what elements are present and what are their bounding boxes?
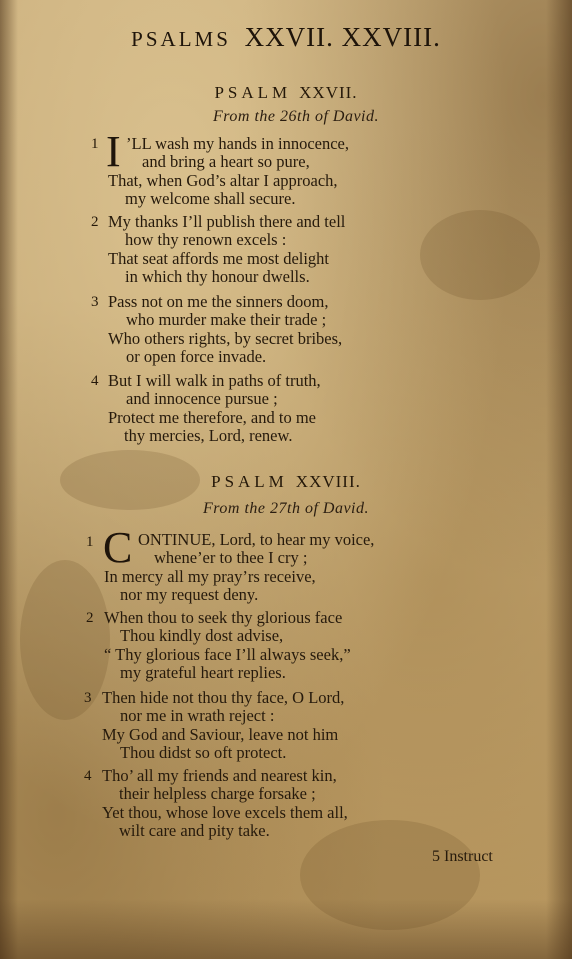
drop-cap: C — [103, 523, 133, 572]
verse-line: Then hide not thou thy face, O Lord, — [102, 688, 345, 707]
verse-line: Thou didst so oft protect. — [120, 743, 287, 762]
verse-line: My God and Saviour, leave not him — [102, 725, 339, 744]
verse-line: and bring a heart so pure, — [142, 152, 310, 171]
paper-stain — [420, 210, 540, 300]
verse-line: nor me in wrath reject : — [120, 706, 275, 725]
verse-line: Protect me therefore, and to me — [108, 408, 316, 427]
psalm-title-number: XXVII. — [299, 83, 358, 102]
verse-line: nor my request deny. — [120, 585, 259, 604]
verse-line: That seat affords me most delight — [108, 249, 330, 268]
verse-number: 2 — [91, 214, 99, 230]
verse-line: my grateful heart replies. — [120, 663, 286, 682]
verse-number: 3 — [84, 690, 92, 706]
psalm-title-word: PSALM — [214, 83, 292, 102]
verse-line: Tho’ all my friends and nearest kin, — [102, 766, 337, 785]
verse-line: That, when God’s altar I approach, — [108, 171, 338, 190]
verse-line: Who others rights, by secret bribes, — [108, 329, 343, 348]
verse-line: Thou kindly dost advise, — [120, 626, 284, 645]
paper-stain — [20, 560, 110, 720]
running-head-prefix: PSALMS — [131, 27, 231, 51]
verse-line: But I will walk in paths of truth, — [108, 371, 321, 390]
verse-number: 1 — [91, 136, 99, 152]
catchword: 5 Instruct — [432, 848, 493, 865]
verse-number: 4 — [91, 373, 99, 389]
verse-line: who murder make their trade ; — [126, 310, 327, 329]
verse-line: or open force invade. — [126, 347, 267, 366]
running-head-numbers: XXVII. XXVIII. — [244, 22, 441, 52]
verse-line: ’LL wash my hands in innocence, — [126, 134, 349, 153]
verse-line: “ Thy glorious face I’ll always seek,” — [104, 645, 351, 664]
verse-line: in which thy honour dwells. — [125, 267, 310, 286]
verse-number: 3 — [91, 294, 99, 310]
running-head — [0, 22, 572, 53]
psalm-title — [0, 83, 572, 103]
verse-number: 4 — [84, 768, 92, 784]
verse-line: In mercy all my pray’rs receive, — [104, 567, 316, 586]
verse-line: thy mercies, Lord, renew. — [124, 426, 293, 445]
verse-line: my welcome shall secure. — [125, 189, 296, 208]
psalm-subtitle: From the 26th of David. — [213, 108, 379, 125]
page-edge-shadow — [0, 899, 572, 959]
psalm-title — [0, 472, 572, 492]
drop-cap: I — [106, 127, 121, 176]
verse-number: 2 — [86, 610, 94, 626]
verse-line: ONTINUE, Lord, to hear my voice, — [138, 530, 375, 549]
psalm-subtitle: From the 27th of David. — [203, 500, 369, 517]
verse-line: When thou to seek thy glorious face — [104, 608, 343, 627]
verse-line: and innocence pursue ; — [126, 389, 278, 408]
verse-line: Pass not on me the sinners doom, — [108, 292, 329, 311]
verse-line: wilt care and pity take. — [119, 821, 270, 840]
verse-line: whene’er to thee I cry ; — [154, 548, 308, 567]
verse-line: My thanks I’ll publish there and tell — [108, 212, 346, 231]
psalm-title-number: XXVIII. — [295, 472, 361, 491]
verse-line: Yet thou, whose love excels them all, — [102, 803, 348, 822]
verse-line: how thy renown excels : — [125, 230, 287, 249]
psalm-title-word: PSALM — [211, 472, 288, 491]
verse-line: their helpless charge forsake ; — [119, 784, 316, 803]
verse-number: 1 — [86, 534, 94, 550]
